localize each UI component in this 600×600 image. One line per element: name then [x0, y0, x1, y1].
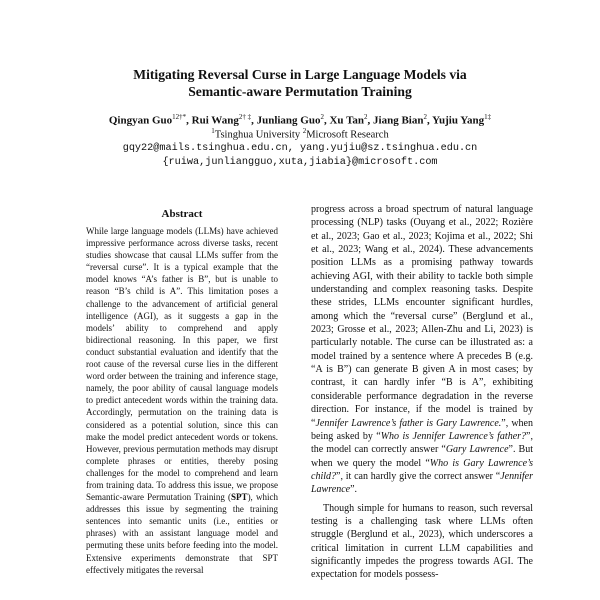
intro-paragraph: Though simple for humans to reason, such reversal testing is a challenging task where LLMs often struggle (Berglund et al., 2023), which underscores a critical limitation in current LLM capabilities and significantly impedes the progress towards AGI. The expectation for models possess- [311, 502, 533, 581]
abstract-text: While large language models (LLMs) have achieved impressive performance across diverse tasks, recent studies showcase that causal LLMs suffer from the “reversal curse”. It is a typical example that the model knows “A’s father is B”, but is unable to reason “B’s child is A”. This limitation poses a challenge to the advancement of artificial general intelligence (AGI), as it suggests a gap in the models’ ability to comprehend and apply bidirectional reasoning. In this paper, we first conduct substantial evaluation and identify that the root cause of the reversal curse lies in the different word order between the training and inference stage, namely, the poor ability of causal language models to predict antecedent words within the training data. Accordingly, permutation on the training data is considered as a potential solution, since this can make the model predict antecedent words or tokens. However, previous permutation methods may disrupt complete phrases or entities, thereby posing challenges for the model to comprehend and learn from training data. To address this issue, we propose Semantic-aware Permutation Training ( [86, 226, 278, 503]
email-line-2: {ruiwa,junliangguo,xuta,jiabia}@microsoft.com [162, 157, 438, 168]
author-name: Jiang Bian [373, 114, 424, 127]
intro-text: ”, when being asked by “ [311, 417, 533, 442]
author-name: Rui Wang [191, 114, 239, 127]
intro-text: ”. But when we query the model “ [311, 444, 534, 469]
intro-text: ”, the model can correctly answer “ [311, 430, 533, 456]
author-list: Qingyan Guo$^{12\dagger*}$, Rui Wang$^{2\dagger \ddagger}$, Junliang Guo$^2$, Xu Tan$^2$, Jiang Bian$^2$, Yujiu Yang$^{1\ddagger}$ [108, 113, 492, 127]
author-marker: 12†* [172, 113, 187, 121]
title-line-2: Semantic-aware Permutation Training [188, 84, 412, 99]
quoted-example: Gary Lawrence [445, 444, 509, 456]
affiliation-name: Tsinghua University [214, 129, 301, 141]
affiliation-name: Microsoft Research [306, 129, 389, 141]
author-marker: 2† ‡ [238, 113, 252, 121]
abstract-text: ), which addresses this issue by segmenting the training sentences into semantic units (i.e., entities or phrases) with an assistant language model and permuting these units before feeding into the model. Extensive experiments demonstrate that SPT effectively mitigates the reversal [86, 492, 278, 575]
title-line-1: Mitigating Reversal Curse in Large Language Models via [133, 67, 467, 82]
intro-paragraph [311, 203, 533, 497]
author-marker: 2 [364, 113, 368, 121]
intro-text: ”. [350, 484, 358, 496]
intro-text: ”, it can hardly give the correct answer “ [336, 470, 501, 482]
author-name: Qingyan Guo [108, 114, 173, 127]
quoted-example: Jennifer Lawrence’s father is Gary Lawrence. [315, 417, 502, 429]
spt-acronym: SPT [231, 492, 248, 503]
affiliation-marker: 1 [211, 127, 215, 135]
intro-text: progress across a broad spectrum of natural language processing (NLP) tasks (Ouyang et al., 2022; Rozière et al., 2023; Gao et al., 2023; Kojima et al., 2022; Shi et al., 2023; Wang et al., 2024). These advancements position LLMs as a promising pathway towards achieving AGI, with their ability to tackle both simple understanding and complex reasoning tasks. Despite these strides, LLMs encounter significant hurdles, among which the “reversal curse” (Berglund et al., 2023; Grosse et al., 2023; Allen-Zhu and Li, 2023) is particularly notable. The curse can be illustrated as: a model trained by a sentence where A precedes B (e.g. “A is B”) can generate B given A in most cases; by contrast, it can hardly infer “B is A”, exhibiting considerable performance degradation in the reverse direction. For instance, if the model is trained by “ [311, 204, 533, 429]
author-marker: 2 [320, 113, 324, 121]
quoted-example: Who is Gary Lawrence’s child? [311, 457, 533, 482]
author-name: Xu Tan [329, 114, 365, 127]
email-line-1: gqy22@mails.tsinghua.edu.cn, yang.yujiu@sz.tsinghua.edu.cn [122, 143, 478, 154]
quoted-example: Who is Jennifer Lawrence’s father? [380, 430, 527, 442]
quoted-example: Jennifer Lawrence [311, 470, 533, 496]
introduction-column [311, 203, 533, 582]
author-name: Yujiu Yang [432, 114, 485, 127]
paper-title [0, 66, 600, 100]
author-name: Junliang Guo [256, 114, 321, 127]
author-marker: 2 [423, 113, 427, 121]
abstract-body [86, 225, 278, 576]
author-marker: 1‡ [484, 113, 492, 121]
affiliation-marker: 2 [302, 127, 307, 135]
affiliations [0, 124, 600, 143]
abstract-heading: Abstract [161, 208, 203, 220]
